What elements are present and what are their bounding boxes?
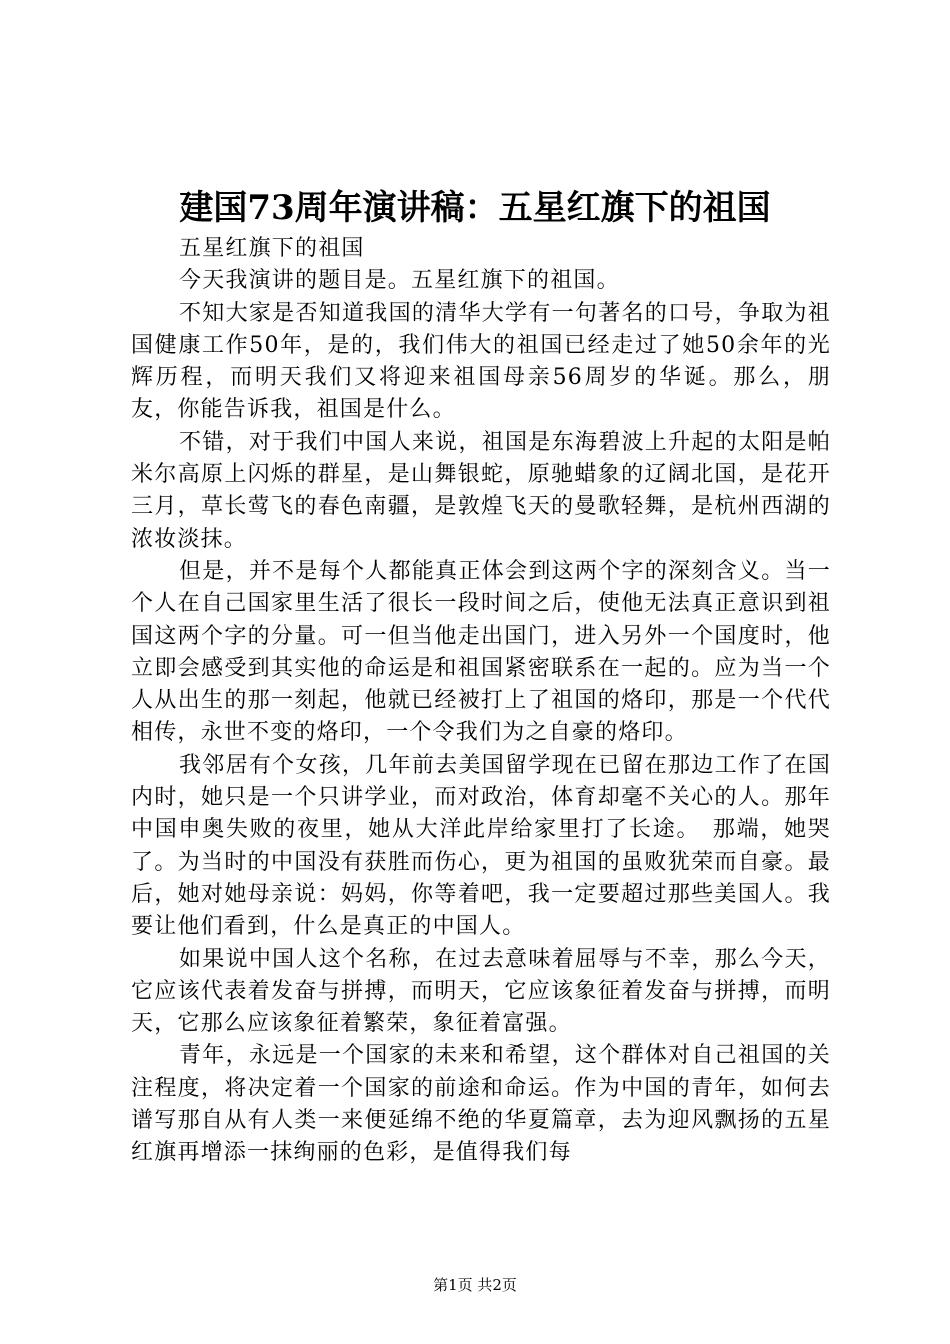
paragraph-meaning: 但是，并不是每个人都能真正体会到这两个字的深刻含义。当一个人在自己国家里生活了很长一段时间之后，使他无法真正意识到祖国这两个字的分量。可一但当他走出国门，进入另外一个国度时，他立即会感受到其实他的命运是和祖国紧密联系在一起的。应为当一个人从出生的那一刻起，他就已经被打上了祖国的烙印，那是一个代代相传，永世不变的烙印，一个令我们为之自豪的烙印。 xyxy=(131,558,831,746)
document-title: 建国73周年演讲稿：五星红旗下的祖国 xyxy=(179,188,771,228)
paragraph-neighbor: 我邻居有个女孩，几年前去美国留学现在已留在那边工作了在国内时，她只是一个只讲学业，而对政治，体育却毫不关心的人。那年中国申奥失败的夜里，她从大洋此岸给家里打了长途。 那端，她哭了。为当时的中国没有获胜而伤心，更为祖国的虽败犹荣而自豪。最后，她对她母亲说：妈妈，你等着吧，我一定要超过那些美国人。我要让他们看到，什么是真正的中国人。 xyxy=(131,752,831,940)
paragraph-topic: 今天我演讲的题目是。五星红旗下的祖国。 xyxy=(179,268,620,294)
paragraph-motherland: 不错，对于我们中国人来说，祖国是东海碧波上升起的太阳是帕米尔高原上闪烁的群星，是山舞银蛇，原驰蜡象的辽阔北国，是花开三月，草长莺飞的春色南疆，是敦煌飞天的曼歌轻舞，是杭州西湖的浓妆淡抹。 xyxy=(131,429,831,552)
paragraph-tsinghua: 不知大家是否知道我国的清华大学有一句著名的口号，争取为祖国健康工作50年，是的，我们伟大的祖国已经走过了她50余年的光辉历程，而明天我们又将迎来祖国母亲56周岁的华诞。那么，朋友，你能告诉我，祖国是什么。 xyxy=(131,300,831,423)
paragraph-subtitle: 五星红旗下的祖国 xyxy=(179,236,365,261)
paragraph-chinese-people: 如果说中国人这个名称，在过去意味着屈辱与不幸，那么今天，它应该代表着发奋与拼搏，而明天，它应该象征着发奋与拼搏，而明天，它那么应该象征着繁荣，象征着富强。 xyxy=(131,946,831,1037)
document-body xyxy=(131,233,831,1170)
paragraph-youth: 青年，永远是一个国家的未来和希望，这个群体对自己祖国的关注程度，将决定着一个国家的前途和命运。作为中国的青年，如何去谱写那自从有人类一来便延绵不绝的华夏篇章，去为迎风飘扬的五星红旗再增添一抹绚丽的色彩，是值得我们每 xyxy=(131,1043,831,1166)
page-indicator: 第1页 共2页 xyxy=(433,1276,517,1294)
